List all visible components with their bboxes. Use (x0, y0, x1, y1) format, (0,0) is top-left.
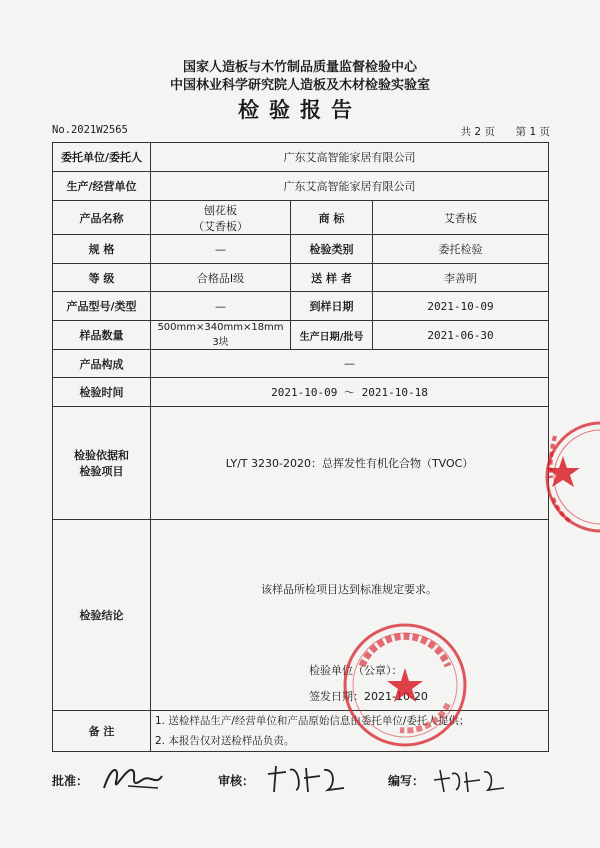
issue-date: 签发日期：2021-10-20 (309, 690, 428, 703)
table-row (53, 321, 549, 350)
sender-label: 送 样 者 (291, 264, 373, 292)
spec-label: 规 格 (53, 235, 151, 264)
seal-stamp-partial (535, 418, 600, 536)
table-row (53, 172, 549, 201)
product-name-label: 产品名称 (53, 201, 151, 235)
inspection-unit-seal: 检验单位（公章）： (309, 664, 403, 677)
trademark-value: 艾香板 (373, 201, 549, 235)
basis-value: LY/T 3230-2020：总挥发性有机化合物（TVOC） (151, 407, 549, 520)
approve-label: 批准： (52, 774, 89, 788)
table-row (53, 264, 549, 292)
org-name-line1: 国家人造板与木竹制品质量监督检验中心 (182, 60, 417, 75)
remarks-label: 备 注 (53, 711, 151, 752)
model-label: 产品型号/类型 (53, 292, 151, 321)
report-table (52, 142, 549, 752)
composition-value: — (151, 350, 549, 378)
remarks-line1: 1. 送检样品生产/经营单位和产品原始信息由委托单位/委托人提供； (155, 715, 470, 727)
page-total: 共 2 页 (460, 126, 495, 138)
seal-stamp-main (340, 620, 470, 750)
review-label: 审核： (218, 774, 255, 788)
product-name-line1: 刨花板 (204, 203, 237, 217)
conclusion-label: 检验结论 (53, 520, 151, 711)
approve-signature (98, 760, 168, 796)
test-type-value: 委托检验 (373, 235, 549, 264)
basis-label (53, 407, 151, 520)
prepare-label: 编写： (388, 774, 425, 788)
basis-label-line2: 检验项目 (79, 465, 124, 478)
table-row (53, 520, 549, 711)
manufacturer-value: 广东艾高智能家居有限公司 (151, 172, 549, 201)
sample-qty-value: 500mm×340mm×18mm 3块 (151, 321, 291, 350)
table-row (53, 292, 549, 321)
composition-label: 产品构成 (53, 350, 151, 378)
remarks-line2: 2. 本报告仅对送检样品负责。 (155, 735, 295, 747)
model-value: — (151, 292, 291, 321)
product-name-line2: （艾香板） (193, 219, 248, 233)
prepare-signature (430, 764, 510, 796)
manufacturer-label: 生产/经营单位 (53, 172, 151, 201)
test-time-value: 2021-10-09 ～ 2021-10-18 (151, 378, 549, 407)
page-indicator (461, 124, 550, 139)
production-date-value: 2021-06-30 (373, 321, 549, 350)
table-row (53, 350, 549, 378)
arrival-date-label: 到样日期 (291, 292, 373, 321)
test-time-label: 检验时间 (53, 378, 151, 407)
report-number: No.2021W2565 (52, 124, 128, 136)
review-signature (262, 762, 352, 796)
basis-label-line1: 检验依据和 (74, 449, 129, 462)
arrival-date-value: 2021-10-09 (373, 292, 549, 321)
table-row (53, 378, 549, 407)
product-name-value (151, 201, 291, 235)
table-row (53, 711, 549, 752)
production-date-label: 生产日期/批号 (291, 321, 373, 350)
table-row (53, 407, 549, 520)
conclusion-text: 该样品所检项目达到标准规定要求。 (261, 583, 437, 596)
table-row (53, 143, 549, 172)
table-row (53, 201, 549, 235)
org-name-line2: 中国林业科学研究院人造板及木材检验实验室 (169, 78, 430, 93)
report-title: 检验报告 (238, 98, 362, 122)
trademark-label: 商 标 (291, 201, 373, 235)
sender-value: 李善明 (373, 264, 549, 292)
client-value: 广东艾高智能家居有限公司 (151, 143, 549, 172)
sample-qty-label: 样品数量 (53, 321, 151, 350)
test-type-label: 检验类别 (291, 235, 373, 264)
page-current: 第 1 页 (515, 126, 550, 138)
client-label: 委托单位/委托人 (53, 143, 151, 172)
grade-label: 等 级 (53, 264, 151, 292)
spec-value: — (151, 235, 291, 264)
grade-value: 合格品Ⅰ级 (151, 264, 291, 292)
table-row (53, 235, 549, 264)
